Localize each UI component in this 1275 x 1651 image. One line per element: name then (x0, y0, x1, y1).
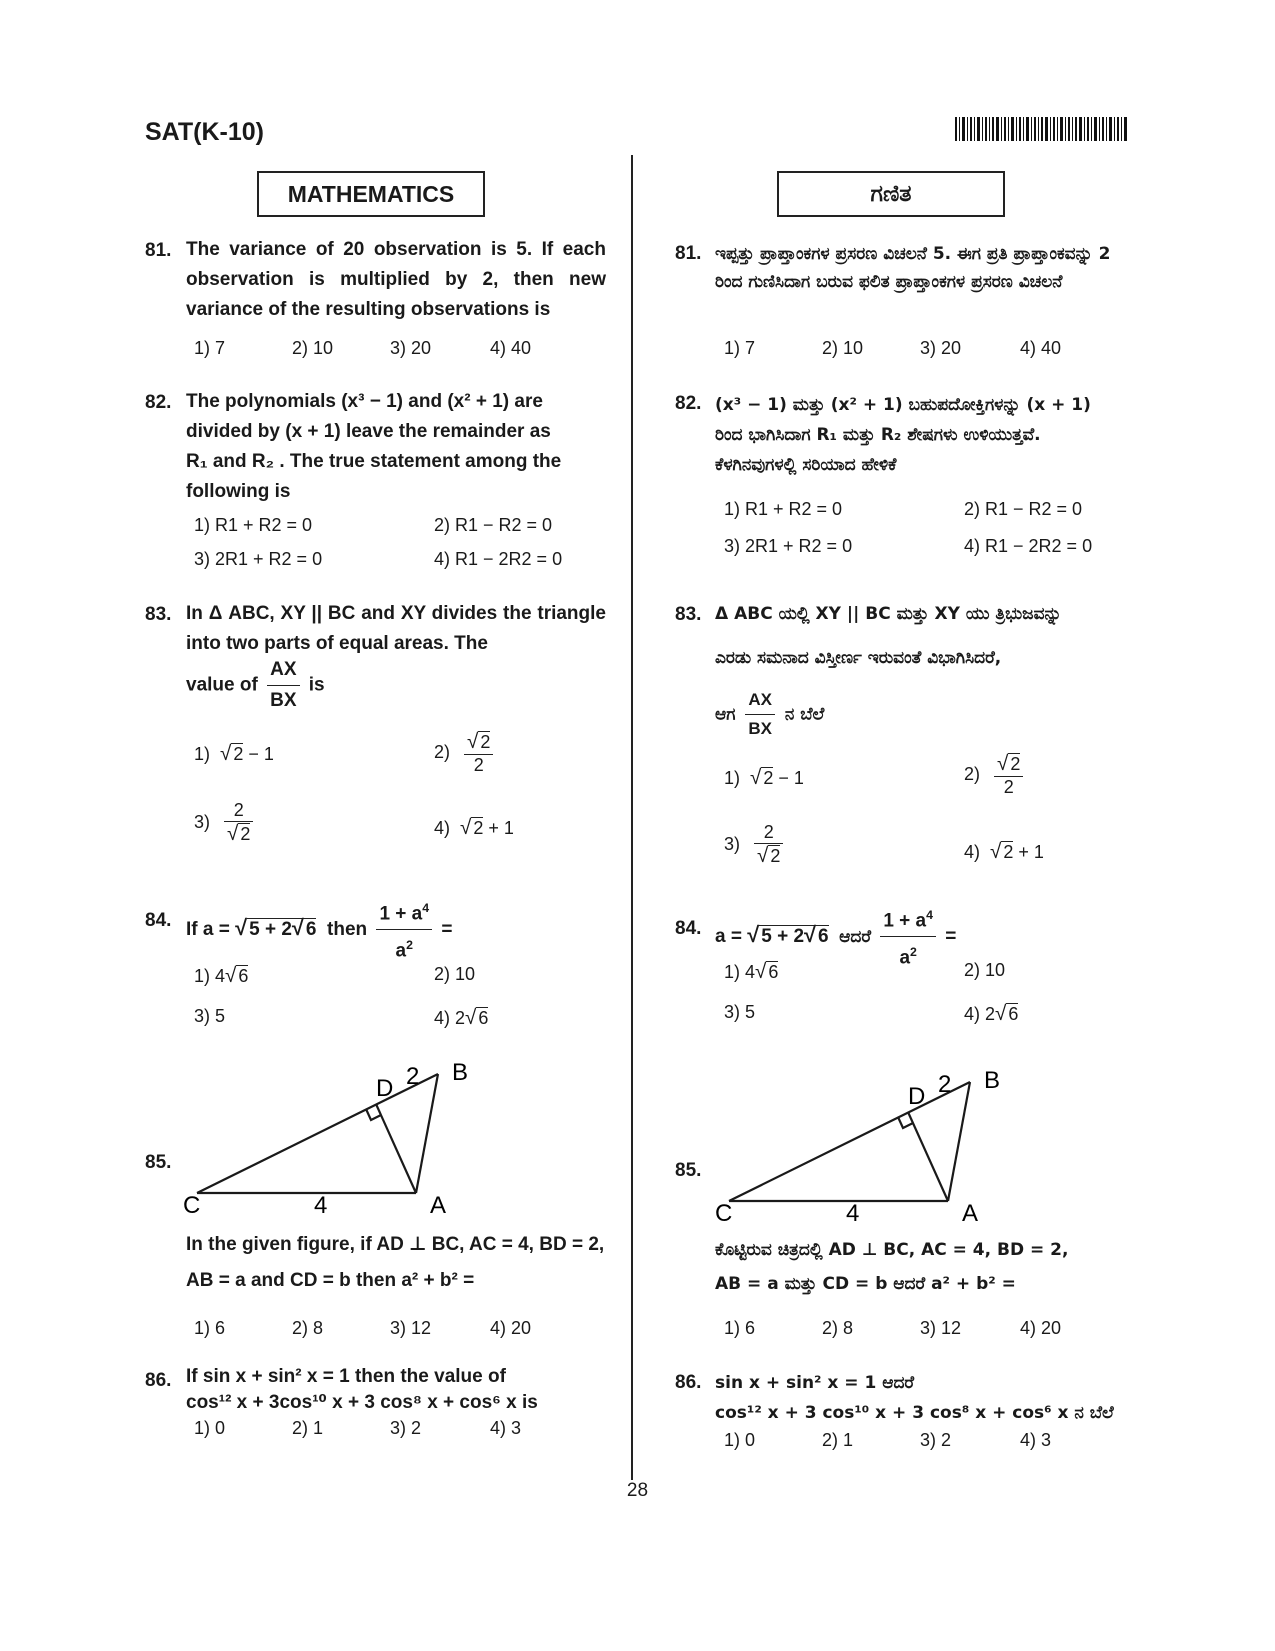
label-D: D (376, 1075, 394, 1102)
option: 4) √ 2 + 1 (964, 840, 1044, 863)
question-number: 84. (145, 910, 172, 931)
option: 1) 4√ 6 (194, 964, 249, 987)
option: 2) 10 (822, 338, 864, 358)
option: 2) $\frac{√ 2}{2}$ (434, 730, 497, 776)
option: 1) 6 (724, 1318, 756, 1338)
altitude-AD (376, 1104, 416, 1193)
label-A: A (962, 1200, 979, 1223)
question-number: 81. (675, 243, 702, 264)
option: 2) 1 (822, 1430, 854, 1450)
option: 4) 20 (1020, 1318, 1062, 1338)
question-text: sin x + sin² x = 1 ಆದರೆ cos¹² x + 3 cos¹⁰ x + 3 cos⁸ x + cos⁶ x ನ ಬೆಲೆ (715, 1373, 1114, 1423)
question-number: 81. (145, 240, 172, 261)
option: 2) 10 (434, 964, 476, 984)
side-AB (416, 1074, 438, 1193)
question-number: 83. (675, 604, 702, 625)
question-number: 86. (675, 1372, 702, 1393)
option: 2) R1 − R2 = 0 (434, 515, 553, 535)
option: 3) $\frac{2}{√ 2}$ (194, 800, 257, 846)
option: 4) R1 − 2R2 = 0 (434, 549, 563, 569)
question-text: If a = √ 5 + 2√ 6 then $\frac{1 + a^4}{a^2}$ = (186, 893, 453, 967)
option: 1) 6 (194, 1318, 226, 1338)
option: 2) R1 − R2 = 0 (964, 499, 1083, 519)
option: 3) 20 (920, 338, 962, 358)
option: 3) 2R1 + R2 = 0 (194, 549, 323, 569)
label-B: B (452, 1060, 469, 1086)
column-divider (631, 155, 633, 1480)
question-number: 85. (675, 1160, 702, 1181)
question-number: 82. (145, 392, 172, 413)
question-text: (x³ − 1) ಮತ್ತು (x² + 1) ಬಹುಪದೋಕ್ತಿಗಳನ್ನು (x + 1) ರಿಂದ ಭಾಗಿಸಿದಾಗ R₁ ಮತ್ತು R₂ ಶೇಷಗಳು ಉಳಿಯುತ್ತವೆ. ಕೆಳಗಿನವುಗಳಲ್ಲಿ ಸರಿಯಾದ ಹೇಳಿಕೆ (715, 395, 1091, 475)
question-text: AB = a and CD = b then a² + b² = (186, 1270, 475, 1291)
option: 4) 3 (490, 1418, 522, 1438)
option: 3) 20 (390, 338, 432, 358)
side-CB (197, 1074, 438, 1193)
option: 3) 2 (920, 1430, 952, 1450)
page-number: 28 (626, 1480, 649, 1501)
triangle-figure (180, 1060, 500, 1215)
question-text-fraction: ಆಗ $\frac{AX}{BX}$ ನ ಬೆಲೆ (715, 686, 824, 743)
triangle-figure (712, 1068, 1032, 1223)
question-text: The variance of 20 observation is 5. If each observation is multiplied by 2, then new variance of the resulting observations is (186, 239, 606, 320)
option: 3) 5 (724, 1002, 756, 1022)
option: 2) 10 (964, 960, 1006, 980)
option: 2) 8 (822, 1318, 854, 1338)
label-side-DB: 2 (406, 1063, 420, 1090)
label-D: D (908, 1083, 926, 1110)
question-text: AB = a ಮತ್ತು CD = b ಆದರೆ a² + b² = (715, 1274, 1016, 1294)
question-text: In Δ ABC, XY || BC and XY divides the triangle into two parts of equal areas. The (186, 603, 606, 654)
question-number: 85. (145, 1152, 172, 1173)
option: 2) $\frac{√ 2}{2}$ (964, 752, 1027, 798)
side-CB (729, 1082, 970, 1201)
option: 1) R1 + R2 = 0 (724, 499, 843, 519)
question-text: ಎರಡು ಸಮನಾದ ವಿಸ್ತೀರ್ಣ ಇರುವಂತೆ ವಿಭಾಗಿಸಿದರೆ, (715, 648, 1002, 668)
question-text: The polynomials (x³ − 1) and (x² + 1) are divided by (x + 1) leave the remainder as R₁ and R₂ . The true statement among the following is (186, 391, 562, 502)
barcode-icon (955, 117, 1127, 141)
option: 2) 1 (292, 1418, 324, 1438)
question-text: In the given figure, if AD ⊥ BC, AC = 4, BD = 2, (186, 1234, 605, 1255)
option: 4) R1 − 2R2 = 0 (964, 536, 1093, 556)
option: 4) 2√ 6 (434, 1006, 489, 1029)
option: 1) √ 2 − 1 (194, 742, 274, 765)
label-side-DB: 2 (938, 1071, 952, 1098)
option: 3) 12 (920, 1318, 962, 1338)
option: 2) 10 (292, 338, 334, 358)
question-number: 82. (675, 393, 702, 414)
option: 4) 40 (490, 338, 532, 358)
label-B: B (984, 1068, 1001, 1094)
question-number: 86. (145, 1370, 172, 1391)
option: 4) √ 2 + 1 (434, 816, 514, 839)
option: 3) $\frac{2}{√ 2}$ (724, 822, 787, 868)
kannada-title: ಗಣಿತ (777, 171, 1005, 217)
option: 3) 5 (194, 1006, 226, 1026)
altitude-AD (908, 1112, 948, 1201)
option: 1) 4√ 6 (724, 960, 779, 983)
option: 4) 40 (1020, 338, 1062, 358)
label-C: C (183, 1192, 201, 1215)
english-title: MATHEMATICS (257, 171, 485, 217)
option: 3) 2 (390, 1418, 422, 1438)
exam-code: SAT(K-10) (145, 118, 264, 146)
question-number: 83. (145, 604, 172, 625)
option: 1) 7 (724, 338, 756, 358)
label-side-CA: 4 (314, 1192, 328, 1215)
question-text: Δ ABC ಯಲ್ಲಿ XY || BC ಮತ್ತು XY ಯು ತ್ರಿಭುಜವನ್ನು (715, 604, 1062, 624)
option: 3) 12 (390, 1318, 432, 1338)
question-text: ಇಪ್ಪತ್ತು ಪ್ರಾಪ್ತಾಂಕಗಳ ಪ್ರಸರಣ ವಿಚಲನೆ 5. ಈಗ ಪ್ರತಿ ಪ್ರಾಪ್ತಾಂಕವನ್ನು 2 ರಿಂದ ಗುಣಿಸಿದಾಗ ಬರುವ ಫಲಿತ ಪ್ರಾಪ್ತಾಂಕಗಳ ಪ್ರಸರಣ ವಿಚಲನೆ (715, 244, 1111, 292)
label-A: A (430, 1192, 447, 1215)
option: 2) 8 (292, 1318, 324, 1338)
option: 1) R1 + R2 = 0 (194, 515, 313, 535)
option: 4) 20 (490, 1318, 532, 1338)
option: 4) 2√ 6 (964, 1002, 1019, 1025)
question-text: a = √ 5 + 2√ 6 ಆದರೆ $\frac{1 + a^4}{a^2}$ = (715, 900, 956, 974)
option: 1) 0 (724, 1430, 756, 1450)
option: 1) 0 (194, 1418, 226, 1438)
label-side-CA: 4 (846, 1200, 860, 1223)
question-text: ಕೊಟ್ಟಿರುವ ಚಿತ್ರದಲ್ಲಿ AD ⊥ BC, AC = 4, BD = 2, (715, 1240, 1069, 1260)
side-AB (948, 1082, 970, 1201)
question-text-fraction: value of $\frac{AX}{BX}$ is (186, 655, 325, 716)
option: 1) √ 2 − 1 (724, 766, 804, 789)
option: 3) 2R1 + R2 = 0 (724, 536, 853, 556)
option: 4) 3 (1020, 1430, 1052, 1450)
question-text: If sin x + sin² x = 1 then the value of cos¹² x + 3cos¹⁰ x + 3 cos⁸ x + cos⁶ x is (186, 1366, 538, 1413)
question-number: 84. (675, 918, 702, 939)
option: 1) 7 (194, 338, 226, 358)
label-C: C (715, 1200, 733, 1223)
